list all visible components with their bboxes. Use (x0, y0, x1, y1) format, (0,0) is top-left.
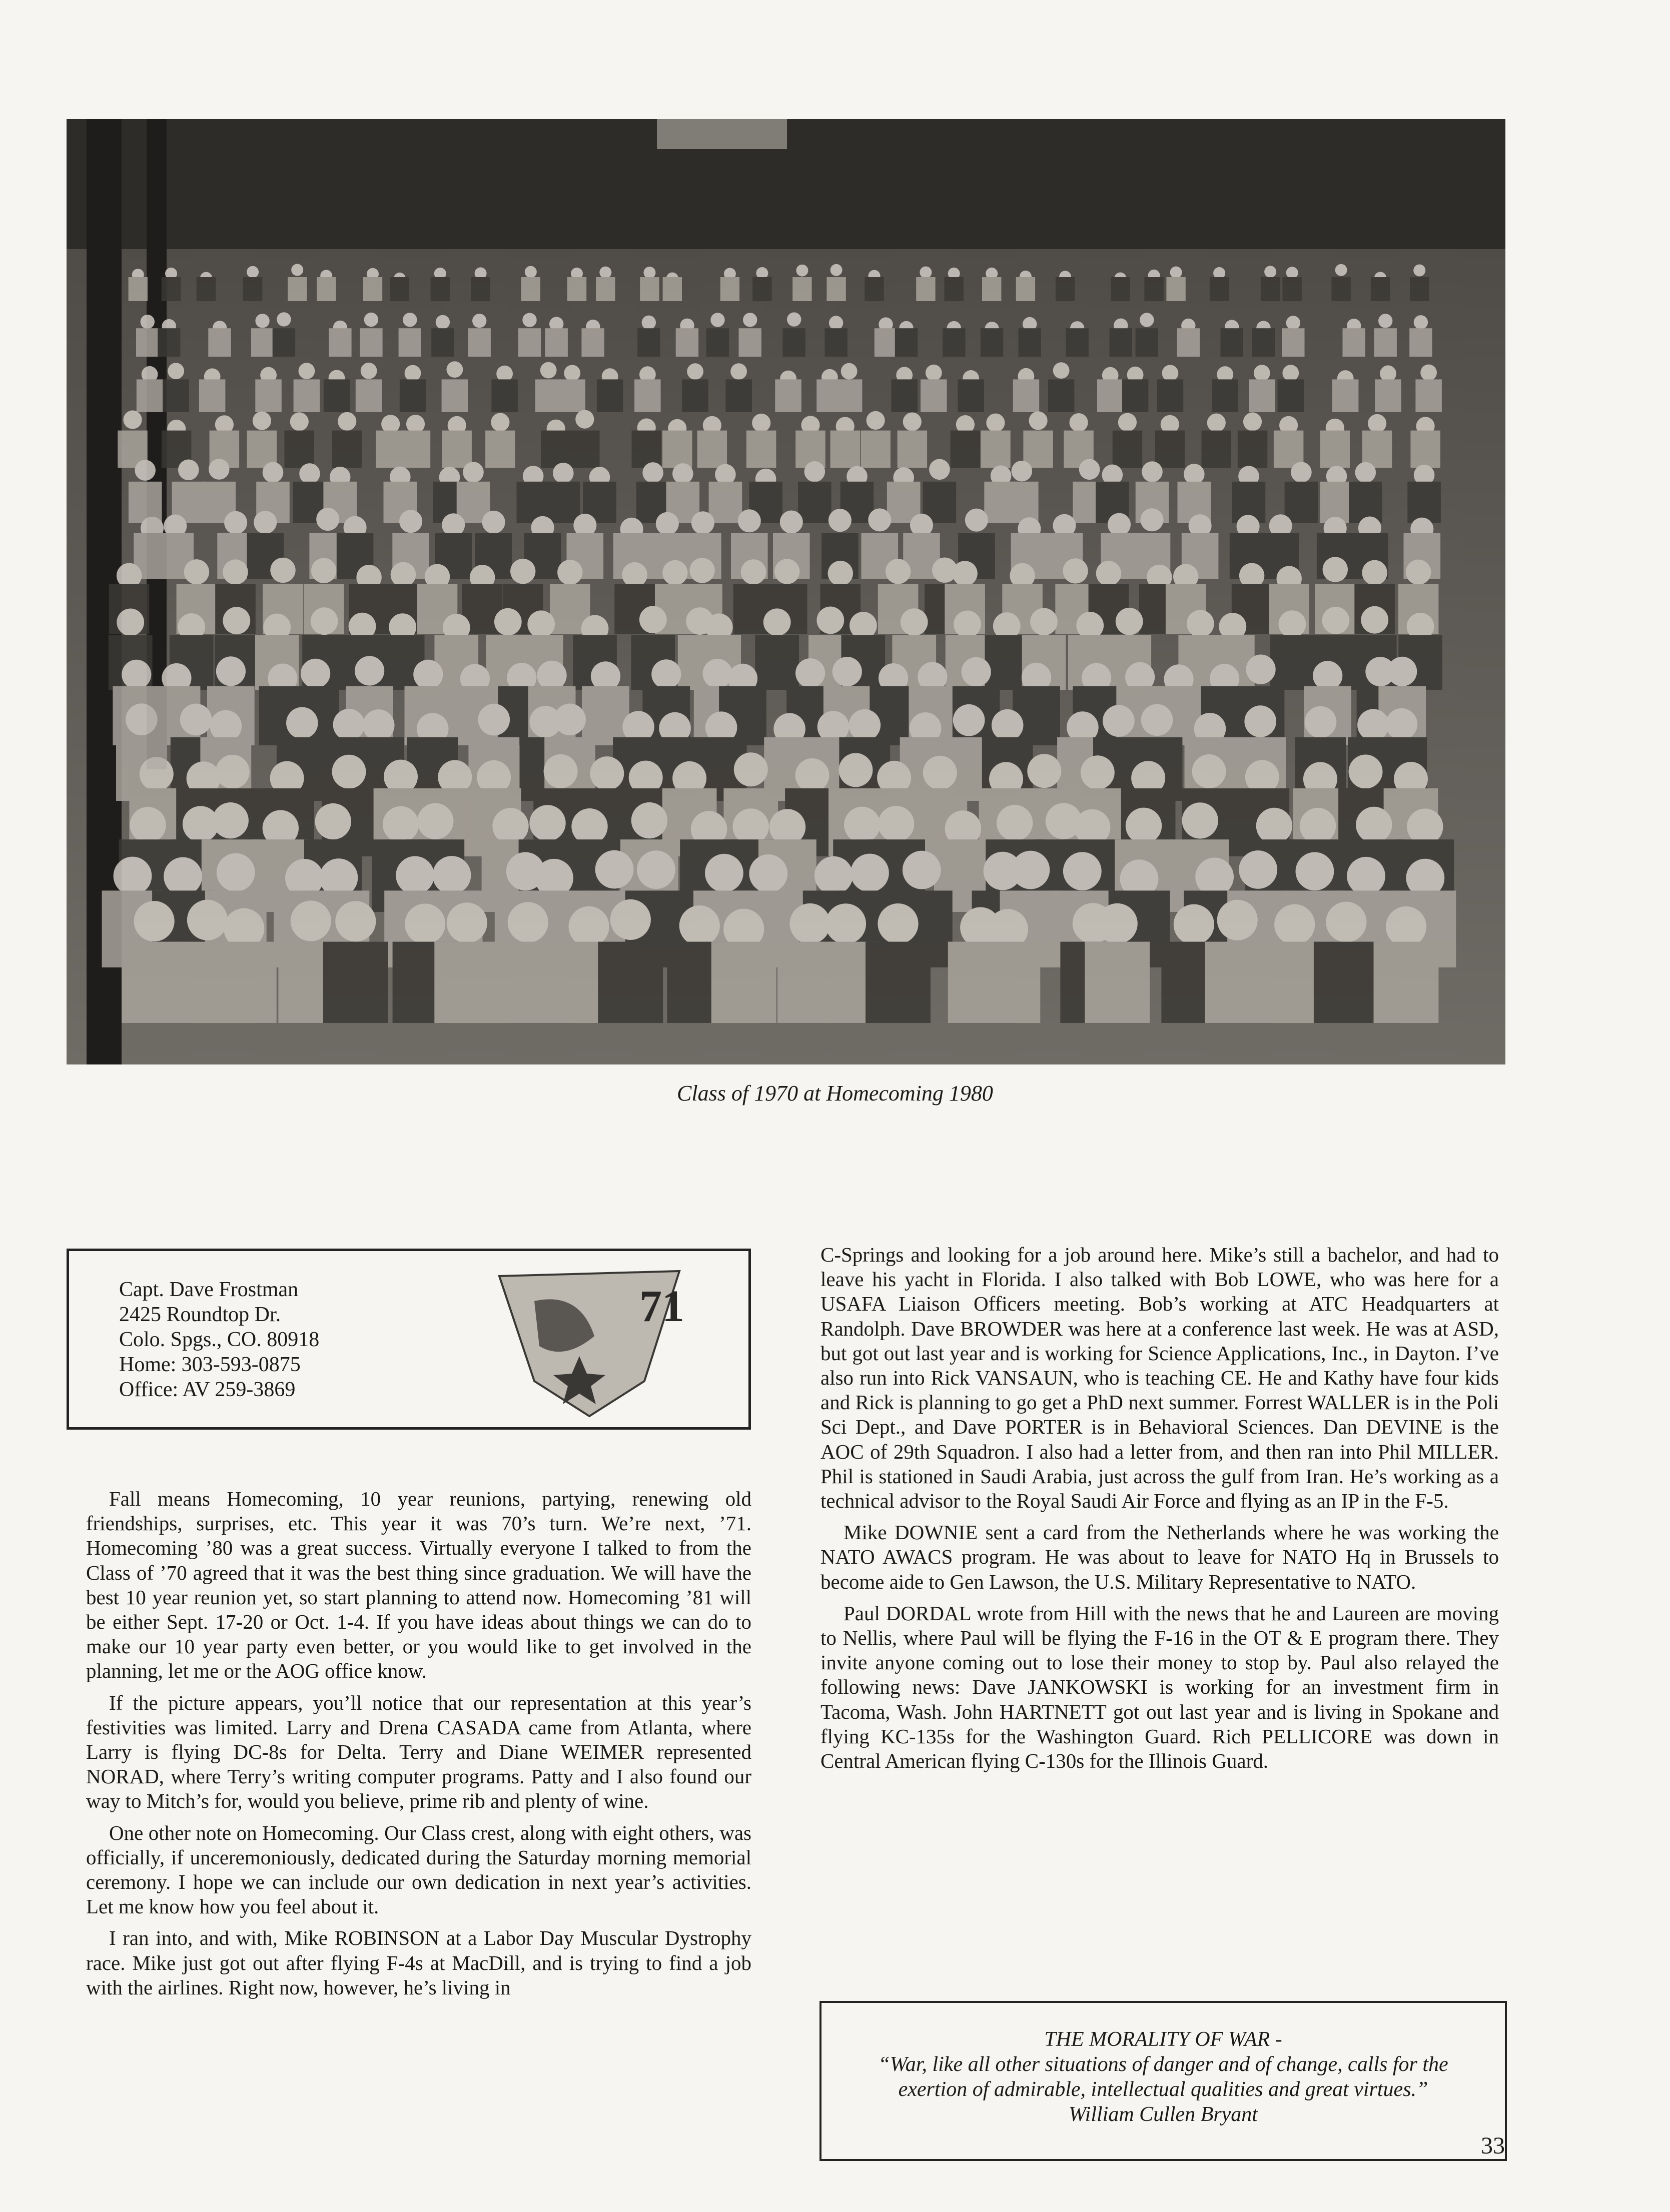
quote-line: exertion of admirable, intellectual qualities and great virtues.” (898, 2078, 1428, 2101)
quote-title: THE MORALITY OF WAR - (1044, 2028, 1282, 2051)
paragraph: If the picture appears, you’ll notice that our representation at this year’s festivities was limited. Larry and Drena CASADA came from Atlanta, where Larry is flying DC-8s for Delta. Terry and Diane WEIMER represented NORAD, where Terry’s writing computer programs. Patty and I also found our way to Mitch’s for, would you believe, prime rib and plenty of wine. (86, 1691, 751, 1813)
contact-street: 2425 Roundtop Dr. (119, 1303, 281, 1326)
paragraph: Paul DORDAL wrote from Hill with the news that he and Laureen are moving to Nellis, where Paul will be flying the F-16 in the OT & E program there. They invite anyone coming out to lose their money to stop by. Paul also relayed the following news: Dave JANKOWSKI is working for an investment firm in Tacoma, Wash. John HARTNETT got out last year and is living in Spokane and flying KC-135s for the Washington Guard. Rich PELLICORE was down in Central American flying C-130s for the Illinois Guard. (820, 1601, 1499, 1773)
paragraph: One other note on Homecoming. Our Class crest, along with eight others, was officially, if unceremoniously, dedicated during the Saturday morning memorial ceremony. I hope we can include our own dedication in next year’s activities. Let me know how you feel about it. (86, 1821, 751, 1918)
class-crest-icon (479, 1261, 699, 1421)
right-column-text (820, 1243, 1499, 1780)
paragraph: Fall means Homecoming, 10 year reunions, partying, renewing old friendships, surprises, etc. This year it was 70’s turn. We’re next, ’71. Homecoming ’80 was a great success. Virtually everyone I talked to from the Class of ’70 agreed that it was the best thing since graduation. We will have the best 10 year reunion yet, so start planning to attend now. Homecoming ’81 will be either Sept. 17-20 or Oct. 1-4. If you have ideas about things we can do to make our 10 year party even better, or you would like to get involved in the planning, let me or the AOG office know. (86, 1487, 751, 1683)
crest-year: 71 (639, 1282, 684, 1331)
paragraph: I ran into, and with, Mike ROBINSON at a Labor Day Muscular Dystrophy race. Mike just got out after flying F-4s at MacDill, and is trying to find a job with the airlines. Right now, however, he’s living in (86, 1926, 751, 1999)
paragraph: Mike DOWNIE sent a card from the Netherlands where he was working the NATO AWACS program. He was about to leave for NATO Hq in Brussels to become aide to Gen Lawson, the U.S. Military Representative to NATO. (820, 1521, 1499, 1593)
photo-caption: Class of 1970 at Homecoming 1980 (677, 1081, 993, 1105)
quote-author: William Cullen Bryant (1069, 2103, 1258, 2126)
quote-box (819, 2001, 1507, 2161)
contact-home-phone: Home: 303-593-0875 (119, 1353, 301, 1376)
contact-city: Colo. Spgs., CO. 80918 (119, 1328, 320, 1351)
paragraph: C-Springs and looking for a job around here. Mike’s still a bachelor, and had to leave his yacht in Florida. I also talked with Bob LOWE, who was here for a USAFA Liaison Officers meeting. Bob’s working at ATC Headquarters at Randolph. Dave BROWDER was here at a conference last week. He was at ASD, but got out last year and is working for Science Applications, Inc., in Dayton. I’ve also run into Rick VANSAUN, who is teaching CE. He and Kathy have four kids and Rick is planning to go get a PhD next summer. Forrest WALLER is in the Poli Sci Dept., and Dave PORTER is in Behavioral Sciences. Dan DEVINE is the AOC of 29th Squadron. I also had a letter from, and then ran into Phil MILLER. Phil is stationed in Saudi Arabia, just across the gulf from Iran. He’s working as a technical advisor to the Royal Saudi Air Force and flying as an IP in the F-5. (820, 1243, 1499, 1513)
class-photo (67, 119, 1505, 1064)
crowd-photo-illustration (67, 119, 1505, 1064)
page-number: 33 (1481, 2132, 1505, 2159)
contact-address (119, 1277, 319, 1402)
contact-name: Capt. Dave Frostman (119, 1278, 299, 1301)
correspondent-box (67, 1249, 751, 1430)
left-column-text (86, 1487, 751, 2007)
contact-office-phone: Office: AV 259-3869 (119, 1378, 296, 1401)
quote-line: “War, like all other situations of danger and of change, calls for the (878, 2053, 1448, 2076)
